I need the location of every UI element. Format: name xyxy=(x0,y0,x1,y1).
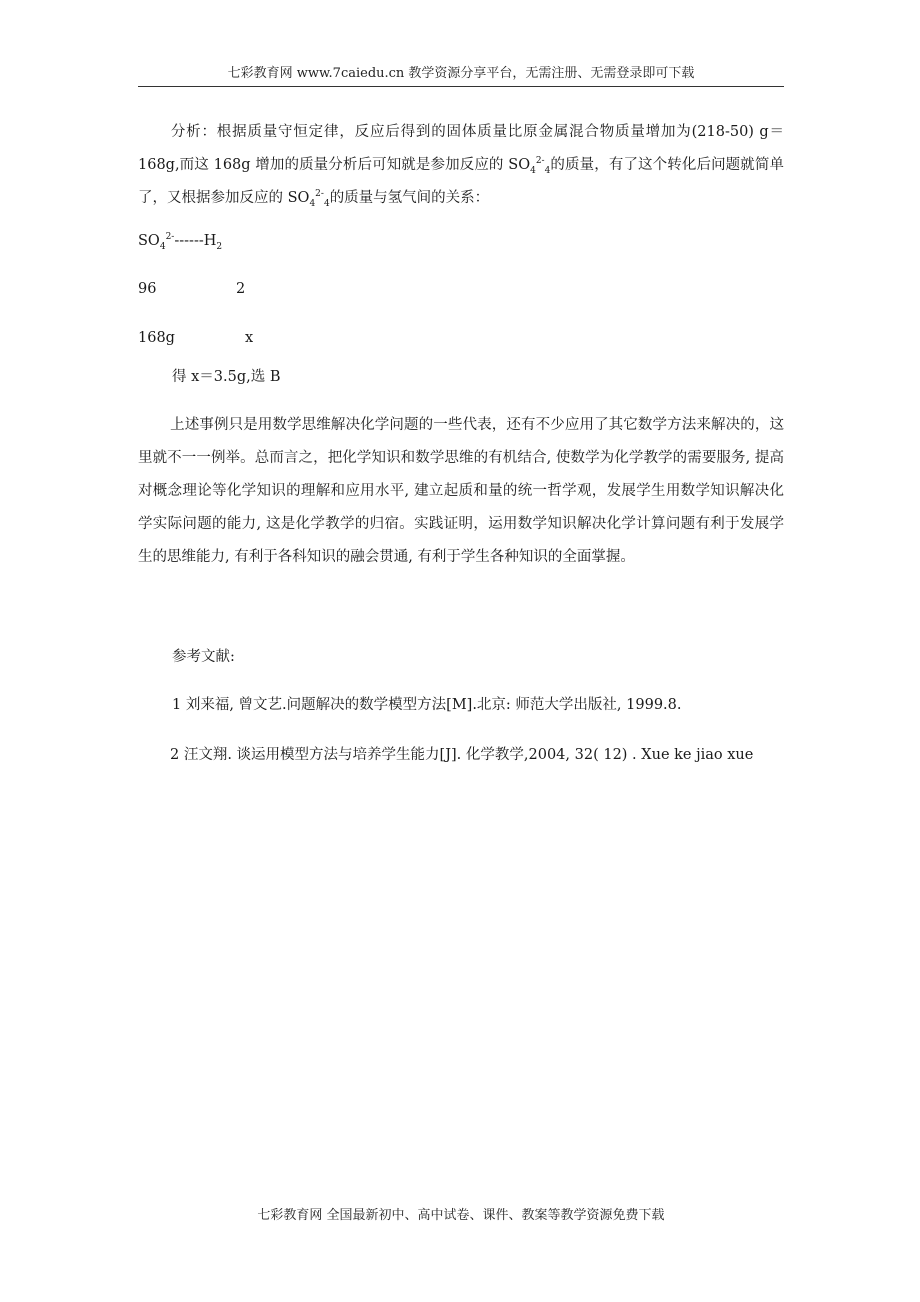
ion-subscript: 4 xyxy=(530,165,536,176)
ion-superscript-2: 2- xyxy=(315,189,324,200)
reference-item-1: 1 刘来福, 曾文艺.问题解决的数学模型方法[M].北京: 师范大学出版社, 1999.8. xyxy=(172,697,682,713)
page-header: 七彩教育网 www.7caiedu.cn 教学资源分享平台，无需注册、无需登录即可下载 xyxy=(227,66,695,81)
relation-dash-h: ------H xyxy=(174,233,217,249)
header-rule xyxy=(138,86,784,87)
relation-row-3-right: x xyxy=(245,330,254,346)
analysis-text-2: 的质量，有了这个转化后问题就简单了，又根据参加反应的 SO xyxy=(138,157,785,206)
relation-h-sub: 2 xyxy=(216,241,223,252)
relation-so-sub: 4 xyxy=(159,241,166,252)
relation-row-2-left: 96 xyxy=(138,281,157,297)
analysis-text-1: 分析：根据质量守恒定律，反应后得到的固体质量比原金属混合物质量增加为(218-50) g＝168g,而这 168g 增加的质量分析后可知就是参加反应的 SO xyxy=(138,124,784,173)
ion-subscript-2: 4 xyxy=(309,198,316,209)
conclusion-text: 上述事例只是用数学思维解决化学问题的一些代表，还有不少应用了其它数学方法来解决的，这里就不一一例举。总而言之，把化学知识和数学思维的有机结合, 使数学为化学教学的需要服务, 提高对概念理论等化学知识的理解和应用水平, 建立起质和量的统一哲学观，发展学生用数学知识解决化学实际问题的能力, 这是化学教学的归宿。实践证明，运用数学知识解决化学计算问题有利于发展学生的思维能力, 有利于各科知识的融会贯通, 有利于学生各种知识的全面掌握。 xyxy=(138,417,784,565)
relation-so: SO xyxy=(138,233,160,249)
relation-row-3-left: 168g xyxy=(138,330,175,346)
relation-so-sup: 2- xyxy=(165,232,175,243)
result-line: 得 x＝3.5g,选 B xyxy=(172,369,281,385)
relation-row-2-right: 2 xyxy=(236,281,246,297)
analysis-paragraph xyxy=(138,116,784,215)
references-heading: 参考文献: xyxy=(172,649,235,665)
analysis-text-3: 的质量与氢气间的关系： xyxy=(329,190,490,206)
reference-item-2 xyxy=(138,739,784,772)
reference-item-2-text: 2 汪文翔. 谈运用模型方法与培养学生能力[J]. 化学教学,2004, 32( 12) . Xue ke jiao xue xyxy=(170,747,754,763)
conclusion-paragraph xyxy=(138,409,784,574)
relation-line-1 xyxy=(138,230,222,252)
ion-tail-2: 4 xyxy=(323,198,330,209)
page-footer: 七彩教育网 全国最新初中、高中试卷、课件、教案等教学资源免费下载 xyxy=(257,1208,665,1223)
ion-superscript: 2- xyxy=(535,156,545,167)
ion-tail: 4 xyxy=(544,165,551,176)
